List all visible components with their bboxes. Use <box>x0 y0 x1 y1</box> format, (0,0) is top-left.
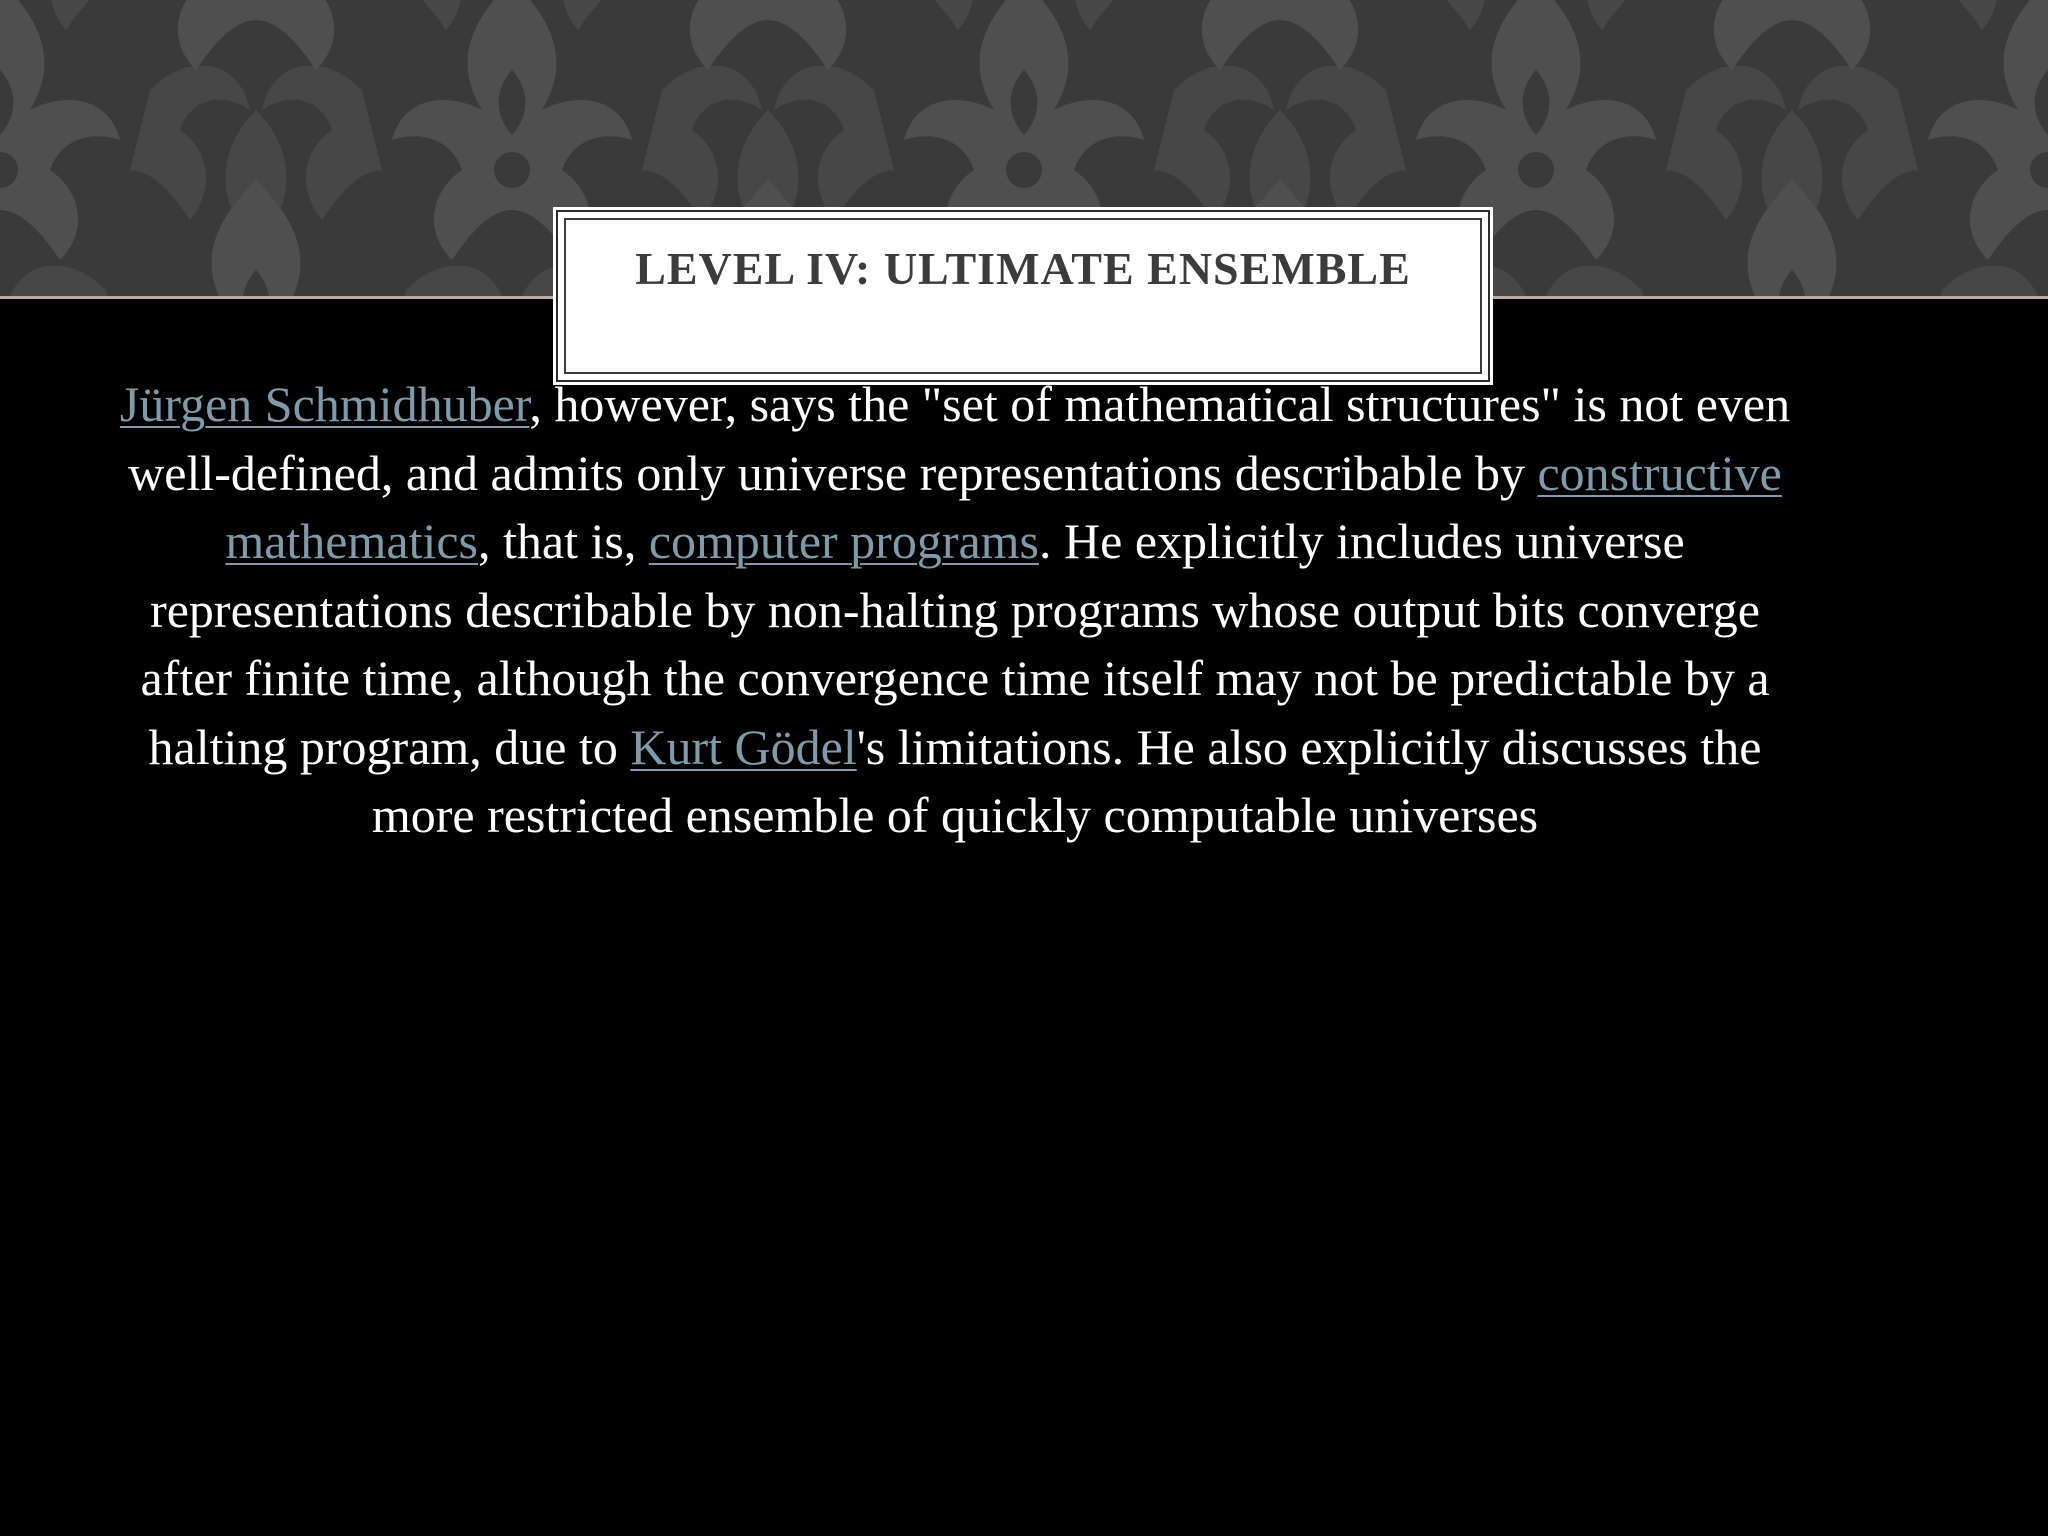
body-text-2: , that is, <box>478 513 649 569</box>
slide-title: LEVEL IV: ULTIMATE ENSEMBLE <box>635 243 1411 294</box>
link-kurt-godel[interactable]: Kurt Gödel <box>630 718 857 775</box>
link-jurgen-schmidhuber[interactable]: Jürgen Schmidhuber <box>119 376 530 432</box>
title-box <box>556 210 1490 382</box>
body-text-4: 's limitations. He also explicitly discusses the more restricted ensemble of quickly computable universes <box>371 718 1762 843</box>
link-computer-programs[interactable]: computer programs <box>648 513 1040 569</box>
slide-body <box>100 370 1810 850</box>
body-text-3: . He explicitly includes universe representations describable by non-halting programs whose output bits converge after finite time, although the convergence time itself may not be predictable by a halting program, due to <box>140 513 1770 775</box>
link-constructive-mathematics[interactable]: constructive mathematics <box>225 444 1782 569</box>
body-text-1: , however, says the "set of mathematical structures" is not even well-defined, and admits only universe representations describable by <box>128 376 1791 501</box>
